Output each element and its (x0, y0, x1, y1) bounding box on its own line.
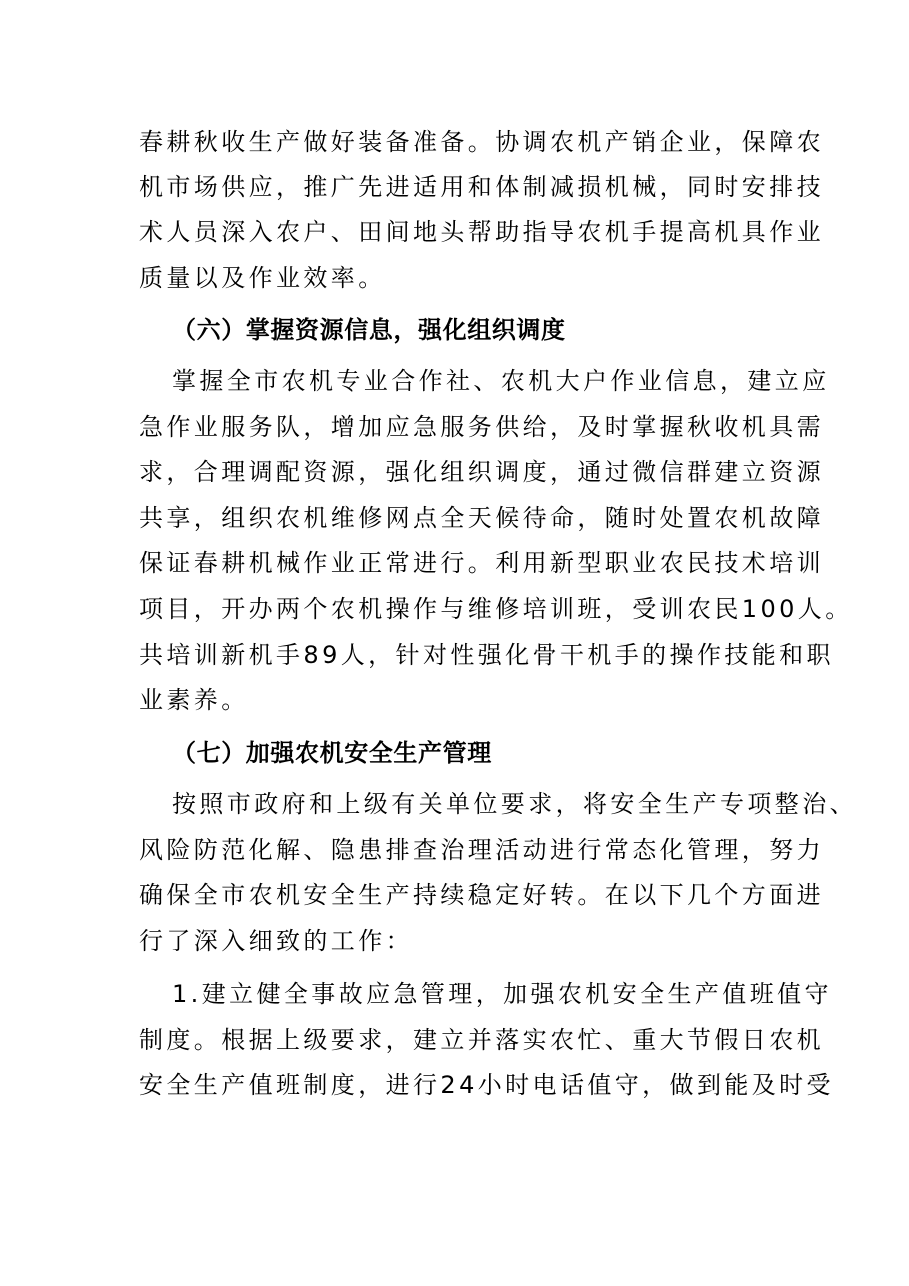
paragraph-line: 术人员深入农户、田间地头帮助指导农机手提高机具作业 (139, 218, 824, 246)
section-heading: （七）加强农机安全生产管理 (172, 739, 492, 767)
paragraph-line: 保证春耕机械作业正常进行。利用新型职业农民技术培训 (139, 549, 824, 577)
paragraph-line: 求，合理调配资源，强化组织调度，通过微信群建立资源 (139, 458, 824, 486)
section-heading: （六）掌握资源信息，强化组织调度 (172, 316, 566, 344)
paragraph-line: 共培训新机手89人，针对性强化骨干机手的操作技能和职 (139, 641, 834, 669)
paragraph-line: 安全生产值班制度，进行24小时电话值守，做到能及时受 (139, 1071, 834, 1099)
paragraph-line: 1.建立健全事故应急管理，加强农机安全生产值班值守 (172, 980, 832, 1008)
paragraph-line: 行了深入细致的工作： (139, 927, 413, 955)
paragraph-line: 确保全市农机安全生产持续稳定好转。在以下几个方面进 (139, 881, 824, 909)
paragraph-line: 急作业服务队，增加应急服务供给，及时掌握秋收机具需 (139, 413, 824, 441)
paragraph-line: 按照市政府和上级有关单位要求，将安全生产专项整治、 (172, 790, 857, 818)
paragraph-line: 机市场供应，推广先进适用和体制减损机械，同时安排技 (139, 173, 824, 201)
paragraph-line: 项目，开办两个农机操作与维修培训班，受训农民100人。 (139, 595, 853, 623)
paragraph-line: 业素养。 (139, 686, 249, 714)
paragraph-line: 质量以及作业效率。 (139, 264, 386, 292)
paragraph-line: 掌握全市农机专业合作社、农机大户作业信息，建立应 (172, 367, 830, 395)
paragraph-line: 制度。根据上级要求，建立并落实农忙、重大节假日农机 (139, 1026, 824, 1054)
paragraph-line: 春耕秋收生产做好装备准备。协调农机产销企业，保障农 (139, 128, 824, 156)
paragraph-line: 共享，组织农机维修网点全天候待命，随时处置农机故障 (139, 504, 824, 532)
paragraph-line: 风险防范化解、隐患排查治理活动进行常态化管理，努力 (139, 836, 824, 864)
